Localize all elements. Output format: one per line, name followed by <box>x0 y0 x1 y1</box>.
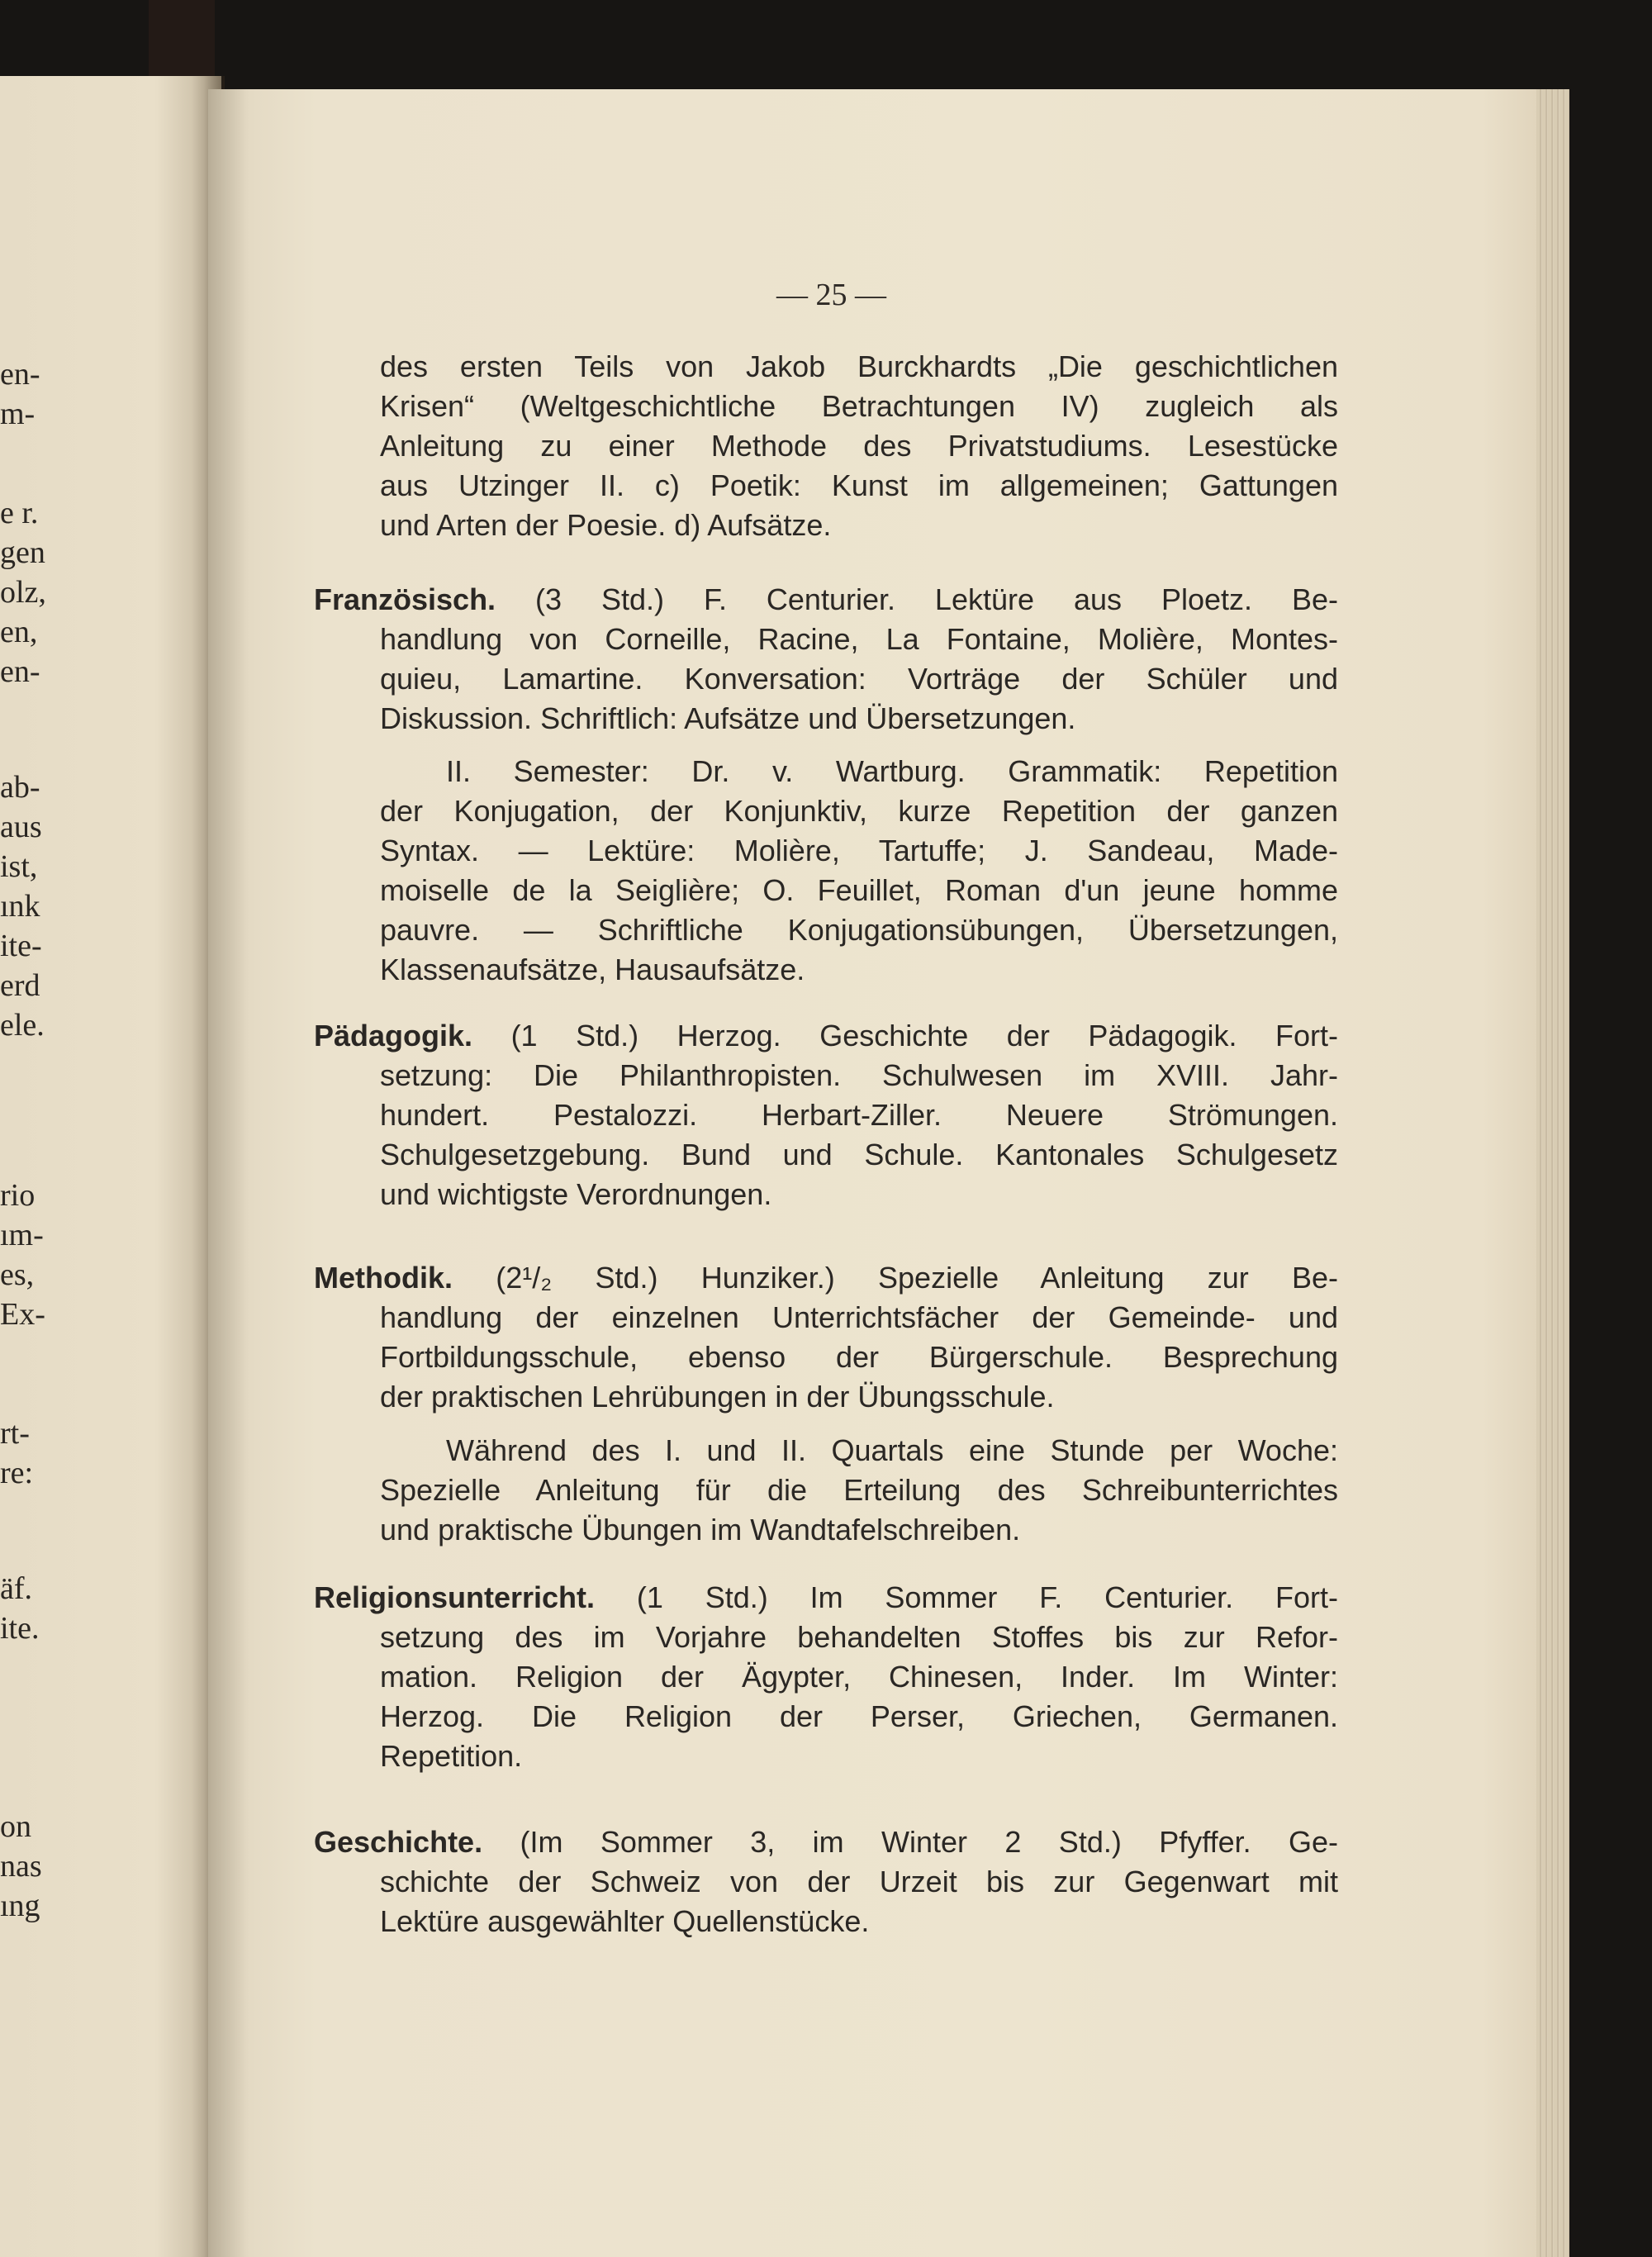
left-fragment: ite. <box>0 1611 40 1646</box>
text-line: setzung des im Vorjahre behandelten Stoffes bis zur Refor- <box>380 1620 1338 1654</box>
text-line: Diskussion. Schriftlich: Aufsätze und Übersetzungen. <box>380 701 1076 735</box>
text-line: pauvre. — Schriftliche Konjugationsübungen, Übersetzungen, <box>380 913 1338 947</box>
section-heading: Methodik. <box>314 1261 453 1295</box>
text-line: Herzog. Die Religion der Perser, Griechen, Germanen. <box>380 1699 1338 1733</box>
left-fragment: aus <box>0 810 42 844</box>
left-fragment: ınk <box>0 889 40 924</box>
left-fragment: en- <box>0 357 40 392</box>
left-fragment: re: <box>0 1456 34 1490</box>
left-fragment: rt- <box>0 1416 30 1451</box>
text-line <box>314 1016 1338 1056</box>
text-line: des ersten Teils von Jakob Burckhardts „Die geschichtlichen <box>380 349 1338 383</box>
text-line: Schulgesetzgebung. Bund und Schule. Kantonales Schulgesetz <box>380 1138 1338 1171</box>
left-fragment: olz, <box>0 575 46 610</box>
section-schreibunterricht <box>380 1431 1338 1550</box>
text-line <box>314 1822 1338 1862</box>
text-line: und wichtigste Verordnungen. <box>380 1177 772 1211</box>
section-semester <box>380 752 1338 990</box>
left-fragment: äf. <box>0 1571 33 1606</box>
section-heading: Französisch. <box>314 582 496 616</box>
left-fragment: rio <box>0 1178 36 1213</box>
text-line: aus Utzinger II. c) Poetik: Kunst im allgemeinen; Gattungen <box>380 468 1338 502</box>
text-fragment: (Im Sommer 3, im Winter 2 Std.) Pfyffer. Ge- <box>520 1825 1338 1859</box>
text-line: Syntax. — Lektüre: Molière, Tartuffe; J. Sandeau, Made- <box>380 834 1338 867</box>
left-fragment: on <box>0 1809 31 1844</box>
left-fragment: Ex- <box>0 1297 45 1332</box>
text-line <box>314 580 1338 620</box>
text-line: hundert. Pestalozzi. Herbart-Ziller. Neuere Strömungen. <box>380 1098 1338 1132</box>
text-line: moiselle de la Seiglière; O. Feuillet, Roman d'un jeune homme <box>380 873 1338 907</box>
section-paedagogik <box>314 1016 1338 1214</box>
text-line: Klassenaufsätze, Hausaufsätze. <box>380 953 805 986</box>
text-line: Repetition. <box>380 1739 523 1773</box>
section-franzoesisch <box>314 580 1338 739</box>
text-line: der Konjugation, der Konjunktiv, kurze Repetition der ganzen <box>380 794 1338 828</box>
section-religionsunterricht <box>314 1578 1338 1776</box>
text-line <box>314 1578 1338 1618</box>
text-line: mation. Religion der Ägypter, Chinesen, Inder. Im Winter: <box>380 1660 1338 1694</box>
text-line <box>314 1258 1338 1298</box>
text-line: handlung der einzelnen Unterrichtsfächer der Gemeinde- und <box>380 1300 1338 1334</box>
left-fragment: ist, <box>0 849 38 884</box>
left-fragment: gen <box>0 535 45 570</box>
text-line: Fortbildungsschule, ebenso der Bürgerschule. Besprechung <box>380 1340 1338 1374</box>
left-fragment: ele. <box>0 1008 45 1043</box>
text-fragment: (1 Std.) Im Sommer F. Centurier. Fort- <box>636 1580 1338 1614</box>
text-line: und Arten der Poesie. d) Aufsätze. <box>380 508 832 542</box>
text-line: II. Semester: Dr. v. Wartburg. Grammatik: Repetition <box>446 754 1338 788</box>
text-line: Lektüre ausgewählter Quellenstücke. <box>380 1904 870 1938</box>
section-heading: Pädagogik. <box>314 1019 473 1052</box>
text-line: und praktische Übungen im Wandtafelschreiben. <box>380 1513 1021 1547</box>
section-heading: Religionsunterricht. <box>314 1580 596 1614</box>
left-fragment: nas <box>0 1849 42 1884</box>
text-line: quieu, Lamartine. Konversation: Vorträge der Schüler und <box>380 662 1338 696</box>
left-fragment: es, <box>0 1257 35 1292</box>
text-fragment: (1 Std.) Herzog. Geschichte der Pädagogik. Fort- <box>510 1019 1338 1052</box>
text-line: Spezielle Anleitung für die Erteilung des Schreibunterrichtes <box>380 1473 1338 1507</box>
section-heading: Geschichte. <box>314 1825 483 1859</box>
text-line: schichte der Schweiz von der Urzeit bis zur Gegenwart mit <box>380 1865 1338 1898</box>
left-fragment: erd <box>0 968 40 1003</box>
left-fragment: ite- <box>0 929 42 963</box>
text-line: Anleitung zu einer Methode des Privatstudiums. Lesestücke <box>380 429 1338 463</box>
left-fragment: ıng <box>0 1889 40 1923</box>
page-edges <box>1536 89 1569 2257</box>
page-number: — 25 — <box>776 278 886 312</box>
left-fragment: en, <box>0 615 38 649</box>
section-geschichte <box>314 1822 1338 1941</box>
text-line: handlung von Corneille, Racine, La Fontaine, Molière, Montes- <box>380 622 1338 656</box>
left-fragment: en- <box>0 654 40 689</box>
left-fragment: e r. <box>0 496 39 530</box>
left-fragment: m- <box>0 397 36 431</box>
text-line: Krisen“ (Weltgeschichtliche Betrachtungen IV) zugleich als <box>380 389 1338 423</box>
text-line: der praktischen Lehrübungen in der Übungsschule. <box>380 1380 1055 1414</box>
section-methodik <box>314 1258 1338 1417</box>
text-fragment: (2¹/₂ Std.) Hunziker.) Spezielle Anleitung zur Be- <box>496 1261 1338 1295</box>
paragraph-continuation <box>380 347 1338 545</box>
text-line: setzung: Die Philanthropisten. Schulwesen im XVIII. Jahr- <box>380 1058 1338 1092</box>
text-line: Während des I. und II. Quartals eine Stunde per Woche: <box>446 1433 1338 1467</box>
text-fragment: (3 Std.) F. Centurier. Lektüre aus Ploetz. Be- <box>535 582 1338 616</box>
left-fragment: ab- <box>0 770 40 805</box>
left-fragment: ım- <box>0 1218 44 1252</box>
